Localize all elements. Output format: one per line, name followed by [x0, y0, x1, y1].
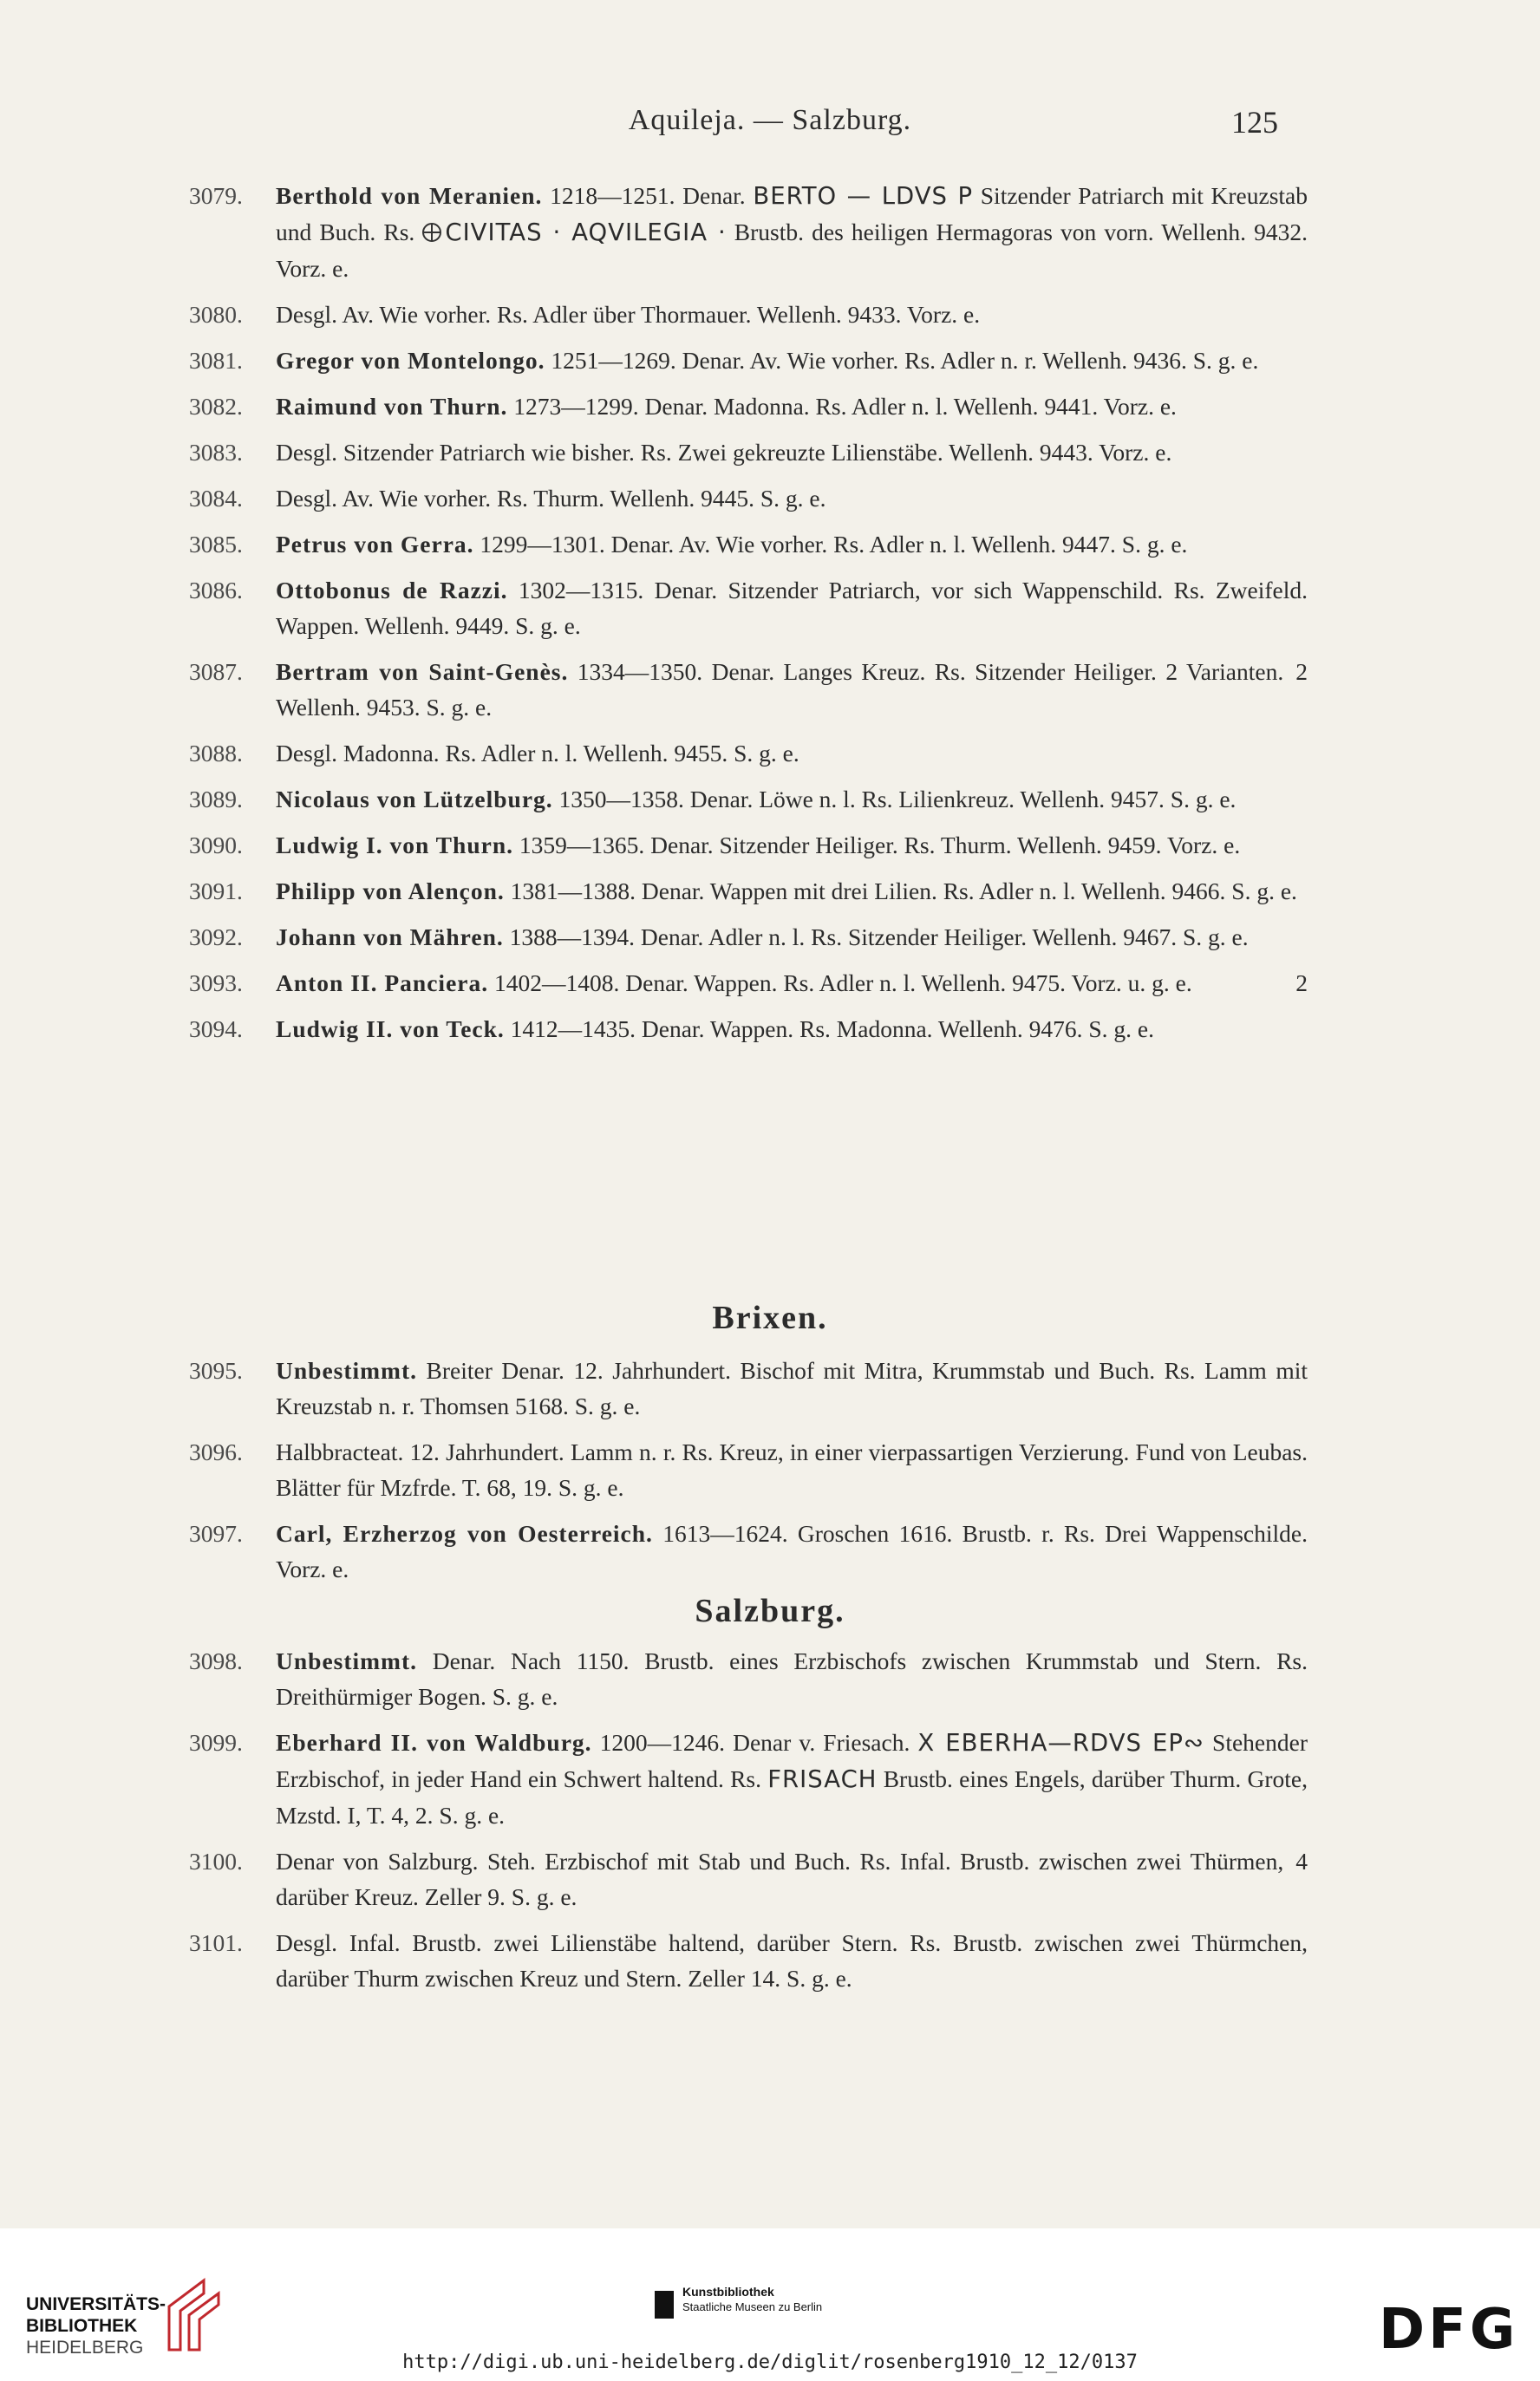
coin-legend: X EBERHA—RDVS EP∾	[917, 1729, 1204, 1757]
catalog-entry	[189, 654, 1308, 725]
ruler-name: Ludwig I. von Thurn.	[276, 832, 513, 858]
entry-number: 3082.	[189, 393, 243, 420]
entry-text: 1299—1301. Denar. Av. Wie vorher. Rs. Adler n. l. Wellenh. 9447. S. g. e.	[473, 531, 1188, 558]
entry-text: 1613—1624. Groschen 1616. Brustb. r. Rs. Drei Wappenschilde. Vorz. e.	[276, 1520, 1308, 1582]
entry-text: Desgl. Sitzender Patriarch wie bisher. Rs. Zwei gekreuzte Lilienstäbe. Wellenh. 9443. Vorz. e.	[276, 439, 1172, 466]
entry-text: Brustb. eines Engels, darüber Thurm. Grote, Mzstd. I, T. 4, 2. S. g. e.	[276, 1765, 1308, 1829]
entry-list-aquileja	[189, 178, 1308, 1057]
entry-number: 3090.	[189, 832, 243, 858]
circled-cross-icon	[422, 223, 441, 242]
entry-number: 3101.	[189, 1929, 243, 1956]
permalink-url[interactable]: http://digi.ub.uni-heidelberg.de/diglit/rosenberg1910_12_12/0137	[402, 2352, 1138, 2373]
catalog-entry	[189, 781, 1308, 817]
entry-text: 1402—1408. Denar. Wappen. Rs. Adler n. l. Wellenh. 9475. Vorz. u. g. e.	[488, 969, 1192, 996]
entry-text: Halbbracteat. 12. Jahrhundert. Lamm n. r. Rs. Kreuz, in einer vierpassartigen Verzierung. Fund von Leubas. Blätter für Mzfrde. T. 68, 19. S. g. e.	[276, 1438, 1308, 1501]
entry-list-salzburg	[189, 1643, 1308, 2006]
catalog-entry	[189, 572, 1308, 643]
catalog-entry	[189, 919, 1308, 955]
entry-number: 3081.	[189, 347, 243, 374]
dfg-logo[interactable]: DFG	[1379, 2298, 1519, 2362]
estimate-value: 2	[1295, 658, 1308, 685]
catalog-entry	[189, 1011, 1308, 1047]
logo-text: UNIVERSITÄTS-	[26, 2294, 166, 2314]
ruler-name: Gregor von Montelongo.	[276, 347, 545, 374]
entry-number: 3098.	[189, 1647, 243, 1674]
entry-text: Desgl. Av. Wie vorher. Rs. Adler über Thormauer. Wellenh. 9433. Vorz. e.	[276, 301, 981, 328]
entry-number: 3085.	[189, 531, 243, 558]
catalog-entry	[189, 1516, 1308, 1587]
entry-text: 1381—1388. Denar. Wappen mit drei Lilien. Rs. Adler n. l. Wellenh. 9466. S. g. e.	[504, 877, 1297, 904]
ruler-name: Ludwig II. von Teck.	[276, 1015, 505, 1042]
coin-legend: CIVITAS · AQVILEGIA ·	[445, 219, 727, 246]
entry-number: 3089.	[189, 786, 243, 812]
catalog-entry	[189, 827, 1308, 863]
catalog-entry	[189, 526, 1308, 562]
entry-number: 3086.	[189, 577, 243, 603]
catalog-entry	[189, 873, 1308, 909]
catalog-entry	[189, 1643, 1308, 1714]
entry-number: 3096.	[189, 1438, 243, 1465]
logo-text: Kunstbibliothek	[682, 2285, 774, 2299]
ruler-name: Berthold von Meranien.	[276, 182, 543, 209]
ruler-name: Johann von Mähren.	[276, 923, 504, 950]
catalog-entry	[189, 342, 1308, 378]
catalog-entry	[189, 1843, 1308, 1915]
entry-number: 3091.	[189, 877, 243, 904]
library-emblem-icon	[156, 2276, 234, 2358]
entry-number: 3084.	[189, 485, 243, 512]
entry-number: 3087.	[189, 658, 243, 685]
entry-number: 3080.	[189, 301, 243, 328]
entry-text: Desgl. Av. Wie vorher. Rs. Thurm. Wellenh. 9445. S. g. e.	[276, 485, 826, 512]
section-heading-brixen: Brixen.	[712, 1300, 828, 1336]
catalog-entry	[189, 1353, 1308, 1424]
ruler-name: Unbestimmt.	[276, 1357, 418, 1384]
logo-text: BIBLIOTHEK	[26, 2316, 138, 2336]
catalog-entry	[189, 388, 1308, 424]
catalog-entry	[189, 735, 1308, 771]
ruler-name: Ottobonus de Razzi.	[276, 577, 508, 603]
entry-number: 3097.	[189, 1520, 243, 1547]
entry-list-brixen	[189, 1353, 1308, 1597]
catalog-entry	[189, 434, 1308, 470]
coin-legend: BERTO — LDVS P	[753, 182, 974, 210]
estimate-value: 4	[1295, 1848, 1308, 1875]
entry-text: Sitzender Patriarch mit Kreuzstab und Buch. Rs.	[276, 182, 1308, 245]
catalog-entry	[189, 965, 1308, 1001]
ruler-name: Nicolaus von Lützelburg.	[276, 786, 553, 812]
entry-number: 3092.	[189, 923, 243, 950]
ruler-name: Unbestimmt.	[276, 1647, 418, 1674]
logo-text: HEIDELBERG	[26, 2338, 144, 2358]
section-heading-salzburg: Salzburg.	[695, 1593, 845, 1629]
catalog-entry	[189, 1434, 1308, 1505]
ruler-name: Carl, Erzherzog von Oesterreich.	[276, 1520, 653, 1547]
ruler-name: Raimund von Thurn.	[276, 393, 508, 420]
entry-number: 3093.	[189, 969, 243, 996]
entry-text: 1388—1394. Denar. Adler n. l. Rs. Sitzender Heiliger. Wellenh. 9467. S. g. e.	[503, 923, 1249, 950]
ruler-name: Petrus von Gerra.	[276, 531, 474, 558]
entry-text: Stehender Erzbischof, in jeder Hand ein Schwert haltend. Rs.	[276, 1729, 1308, 1792]
ruler-name: Philipp von Alençon.	[276, 877, 505, 904]
entry-text: Breiter Denar. 12. Jahrhundert. Bischof mit Mitra, Krummstab und Buch. Rs. Lamm mit Kreuzstab n. r. Thomsen 5168. S. g. e.	[276, 1357, 1308, 1419]
catalog-entry	[189, 1925, 1308, 1996]
entry-number: 3100.	[189, 1848, 243, 1875]
entry-text: Desgl. Infal. Brustb. zwei Lilienstäbe haltend, darüber Stern. Rs. Brustb. zwischen zwei Thürmchen, darüber Thurm zwischen Kreuz und Stern. Zeller 14. S. g. e.	[276, 1929, 1308, 1992]
ruler-name: Anton II. Panciera.	[276, 969, 489, 996]
entry-text: 1200—1246. Denar v. Friesach.	[591, 1729, 918, 1756]
ruler-name: Eberhard II. von Waldburg.	[276, 1729, 592, 1756]
entry-number: 3099.	[189, 1729, 243, 1756]
coin-legend: FRISACH	[767, 1765, 878, 1793]
entry-number: 3079.	[189, 182, 243, 209]
entry-text: Denar von Salzburg. Steh. Erzbischof mit Stab und Buch. Rs. Infal. Brustb. zwischen zwei Thürmen, darüber Kreuz. Zeller 9. S. g. e.	[276, 1848, 1284, 1910]
entry-number: 3088.	[189, 740, 243, 766]
catalog-entry	[189, 297, 1308, 332]
entry-text: 1334—1350. Denar. Langes Kreuz. Rs. Sitzender Heiliger. 2 Varianten. Wellenh. 9453. S. g. e.	[276, 658, 1284, 721]
entry-number: 3094.	[189, 1015, 243, 1042]
entry-text: 1359—1365. Denar. Sitzender Heiliger. Rs. Thurm. Wellenh. 9459. Vorz. e.	[513, 832, 1241, 858]
entry-text: 1251—1269. Denar. Av. Wie vorher. Rs. Adler n. r. Wellenh. 9436. S. g. e.	[545, 347, 1259, 374]
page-number: 125	[1231, 105, 1278, 140]
logo-text: Staatliche Museen zu Berlin	[682, 2300, 823, 2313]
entry-text: Brustb. des heiligen Hermagoras von vorn. Wellenh. 9432. Vorz. e.	[276, 219, 1308, 282]
entry-text: 1350—1358. Denar. Löwe n. l. Rs. Lilienkreuz. Wellenh. 9457. S. g. e.	[552, 786, 1237, 812]
catalog-entry	[189, 178, 1308, 286]
entry-text: Denar. Nach 1150. Brustb. eines Erzbischofs zwischen Krummstab und Stern. Rs. Dreithürmiger Bogen. S. g. e.	[276, 1647, 1308, 1710]
entry-text: Desgl. Madonna. Rs. Adler n. l. Wellenh. 9455. S. g. e.	[276, 740, 799, 766]
estimate-value: 2	[1295, 969, 1308, 996]
running-title: Aquileja. — Salzburg.	[628, 104, 912, 136]
catalog-entry	[189, 480, 1308, 516]
catalog-entry	[189, 1725, 1308, 1833]
entry-number: 3095.	[189, 1357, 243, 1384]
entry-text: 1273—1299. Denar. Madonna. Rs. Adler n. l. Wellenh. 9441. Vorz. e.	[507, 393, 1177, 420]
entry-text: 1412—1435. Denar. Wappen. Rs. Madonna. Wellenh. 9476. S. g. e.	[504, 1015, 1154, 1042]
ruler-name: Bertram von Saint-Genès.	[276, 658, 569, 685]
entry-text: 1218—1251. Denar.	[550, 182, 754, 209]
entry-text: 1302—1315. Denar. Sitzender Patriarch, vor sich Wappenschild. Rs. Zweifeld. Wappen. Wellenh. 9449. S. g. e.	[276, 577, 1308, 639]
entry-number: 3083.	[189, 439, 243, 466]
kb-mark-icon	[655, 2291, 674, 2319]
